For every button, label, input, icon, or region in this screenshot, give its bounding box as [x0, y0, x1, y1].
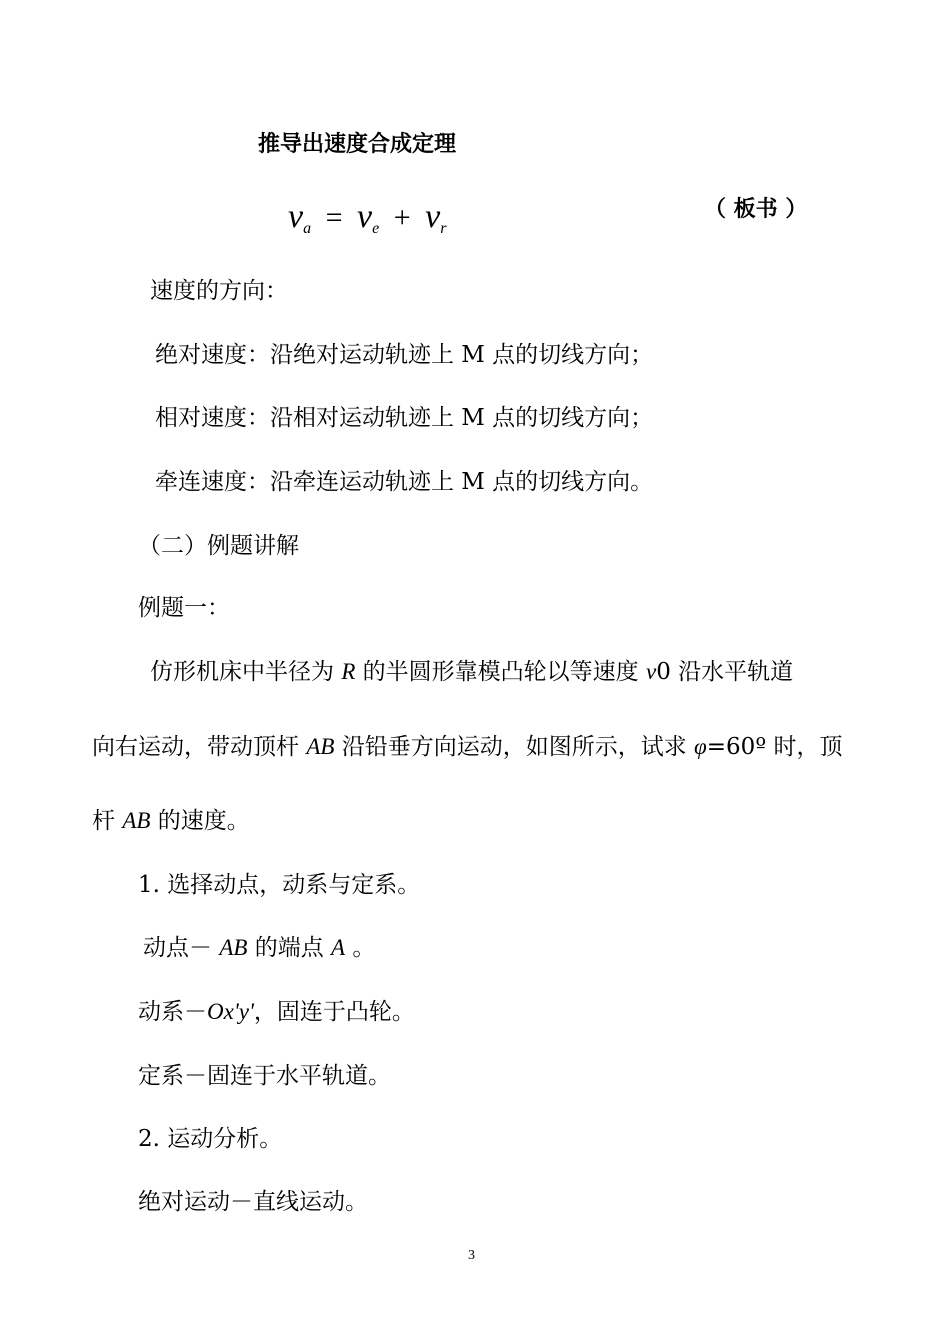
direction-title: 速度的方向：: [150, 278, 288, 304]
formula-ve: $v_e$: [357, 198, 380, 237]
absolute-velocity-line: 绝对速度：沿绝对运动轨迹上 M 点的切线方向；: [155, 342, 654, 368]
problem-paragraph-line-2: 向右运动，带动顶杆 AB 沿铅垂方向运动，如图所示，试求 φ=60º 时，顶: [92, 734, 843, 760]
step-two: 2. 运动分析。: [138, 1126, 283, 1152]
formula-equals: =: [325, 201, 343, 234]
absolute-motion-line: 绝对运动－直线运动。: [138, 1189, 368, 1215]
step-one: 1. 选择动点，动系与定系。: [138, 872, 421, 898]
transport-velocity-line: 牵连速度：沿牵连运动轨迹上 M 点的切线方向。: [155, 469, 654, 495]
formula-plus: +: [393, 201, 411, 234]
example-one-title: 例题一：: [138, 595, 230, 621]
section-heading: 推导出速度合成定理: [258, 132, 457, 157]
formula-va: $v_a$: [288, 198, 312, 237]
page-number: 3: [468, 1248, 475, 1263]
formula-vr: $v_r$: [425, 198, 447, 237]
relative-velocity-line: 相对速度：沿相对运动轨迹上 M 点的切线方向；: [155, 405, 654, 431]
velocity-formula: [288, 198, 446, 238]
board-note: （ 板书 ）: [704, 197, 808, 222]
section-two-title: （二）例题讲解: [138, 533, 299, 559]
moving-system-line: 动系－Ox'y'，固连于凸轮。: [138, 999, 415, 1025]
problem-paragraph-line-1: 仿形机床中半径为 R 的半圆形靠模凸轮以等速度 v0 沿水平轨道: [150, 659, 794, 685]
problem-paragraph-line-3: 杆 AB 的速度。: [92, 808, 250, 834]
fixed-system-line: 定系－固连于水平轨道。: [138, 1063, 391, 1089]
moving-point-line: 动点－ AB 的端点 A 。: [143, 935, 376, 961]
